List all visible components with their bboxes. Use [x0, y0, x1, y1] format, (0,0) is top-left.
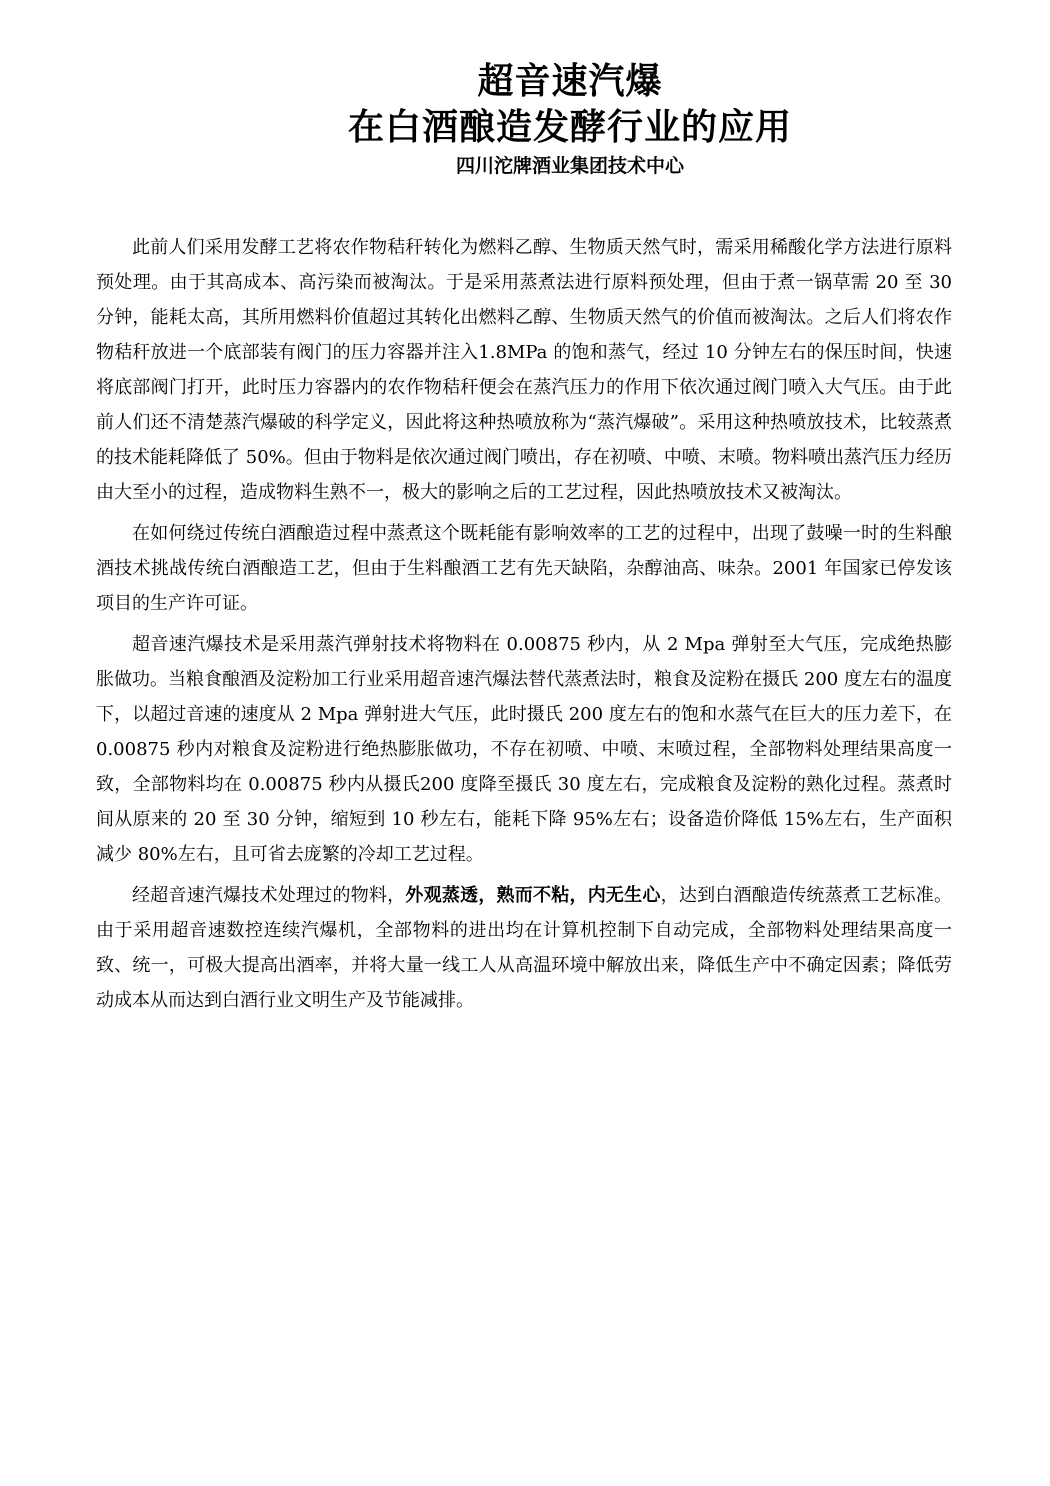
paragraph-2: 在如何绕过传统白酒酿造过程中蒸煮这个既耗能有影响效率的工艺的过程中，出现了鼓噪一时的生料酿酒技术挑战传统白酒酿造工艺，但由于生料酿酒工艺有先天缺陷，杂醇油高、味杂。2001 年国家已停发该项目的生产许可证。 [96, 523, 952, 614]
document-body [96, 230, 952, 1024]
document-title-line-2: 在白酒酿造发酵行业的应用 [347, 106, 792, 148]
title-block [0, 58, 1050, 180]
paragraph-4-text-after: ，达到白酒酿造传统蒸煮工艺标准。由于采用超音速数控连续汽爆机，全部物料的进出均在计算机控制下自动完成，全部物料处理结果高度一致、统一，可极大提高出酒率，并将大量一线工人从高温环境中解放出来，降低生产中不确定因素；降低劳动成本从而达到白酒行业文明生产及节能减排。 [96, 885, 953, 1011]
paragraph-4 [96, 878, 952, 1018]
document-subtitle: 四川沱牌酒业集团技术中心 [455, 155, 684, 177]
paragraph-1: 此前人们采用发酵工艺将农作物秸秆转化为燃料乙醇、生物质天然气时，需采用稀酸化学方法进行原料预处理。由于其高成本、高污染而被淘汰。于是采用蒸煮法进行原料预处理，但由于煮一锅草需 20 至 30 分钟，能耗太高，其所用燃料价值超过其转化出燃料乙醇、生物质天然气的价值而被淘汰。之后人们将农作物秸秆放进一个底部装有阀门的压力容器并注入1.8MPa 的饱和蒸气，经过 10 分钟左右的保压时间，快速将底部阀门打开，此时压力容器内的农作物秸秆便会在蒸汽压力的作用下依次通过阀门喷入大气压。由于此前人们还不清楚蒸汽爆破的科学定义，因此将这种热喷放称为“蒸汽爆破”。采用这种热喷放技术，比较蒸煮的技术能耗降低了 50%。但由于物料是依次通过阀门喷出，存在初喷、中喷、末喷。物料喷出蒸汽压力经历由大至小的过程，造成物料生熟不一，极大的影响之后的工艺过程，因此热喷放技术又被淘汰。 [96, 237, 952, 503]
paragraph-4-bold-phrase: 外观蒸透，熟而不粘，内无生心 [405, 885, 661, 906]
paragraph-4-text-before: 经超音速汽爆技术处理过的物料， [132, 885, 406, 906]
paragraph-3: 超音速汽爆技术是采用蒸汽弹射技术将物料在 0.00875 秒内，从 2 Mpa 弹射至大气压，完成绝热膨胀做功。当粮食酿酒及淀粉加工行业采用超音速汽爆法替代蒸煮法时，粮食及淀粉在摄氏 200 度左右的温度下，以超过音速的速度从 2 Mpa 弹射进大气压，此时摄氏 200 度左右的饱和水蒸气在巨大的压力差下，在 0.00875 秒内对粮食及淀粉进行绝热膨胀做功，不存在初喷、中喷、末喷过程，全部物料处理结果高度一致，全部物料均在 0.00875 秒内从摄氏200 度降至摄氏 30 度左右，完成粮食及淀粉的熟化过程。蒸煮时间从原来的 20 至 30 分钟，缩短到 10 秒左右，能耗下降 95%左右；设备造价降低 15%左右，生产面积减少 80%左右，且可省去庞繁的冷却工艺过程。 [96, 634, 952, 865]
document-title-line-1: 超音速汽爆 [477, 60, 663, 102]
